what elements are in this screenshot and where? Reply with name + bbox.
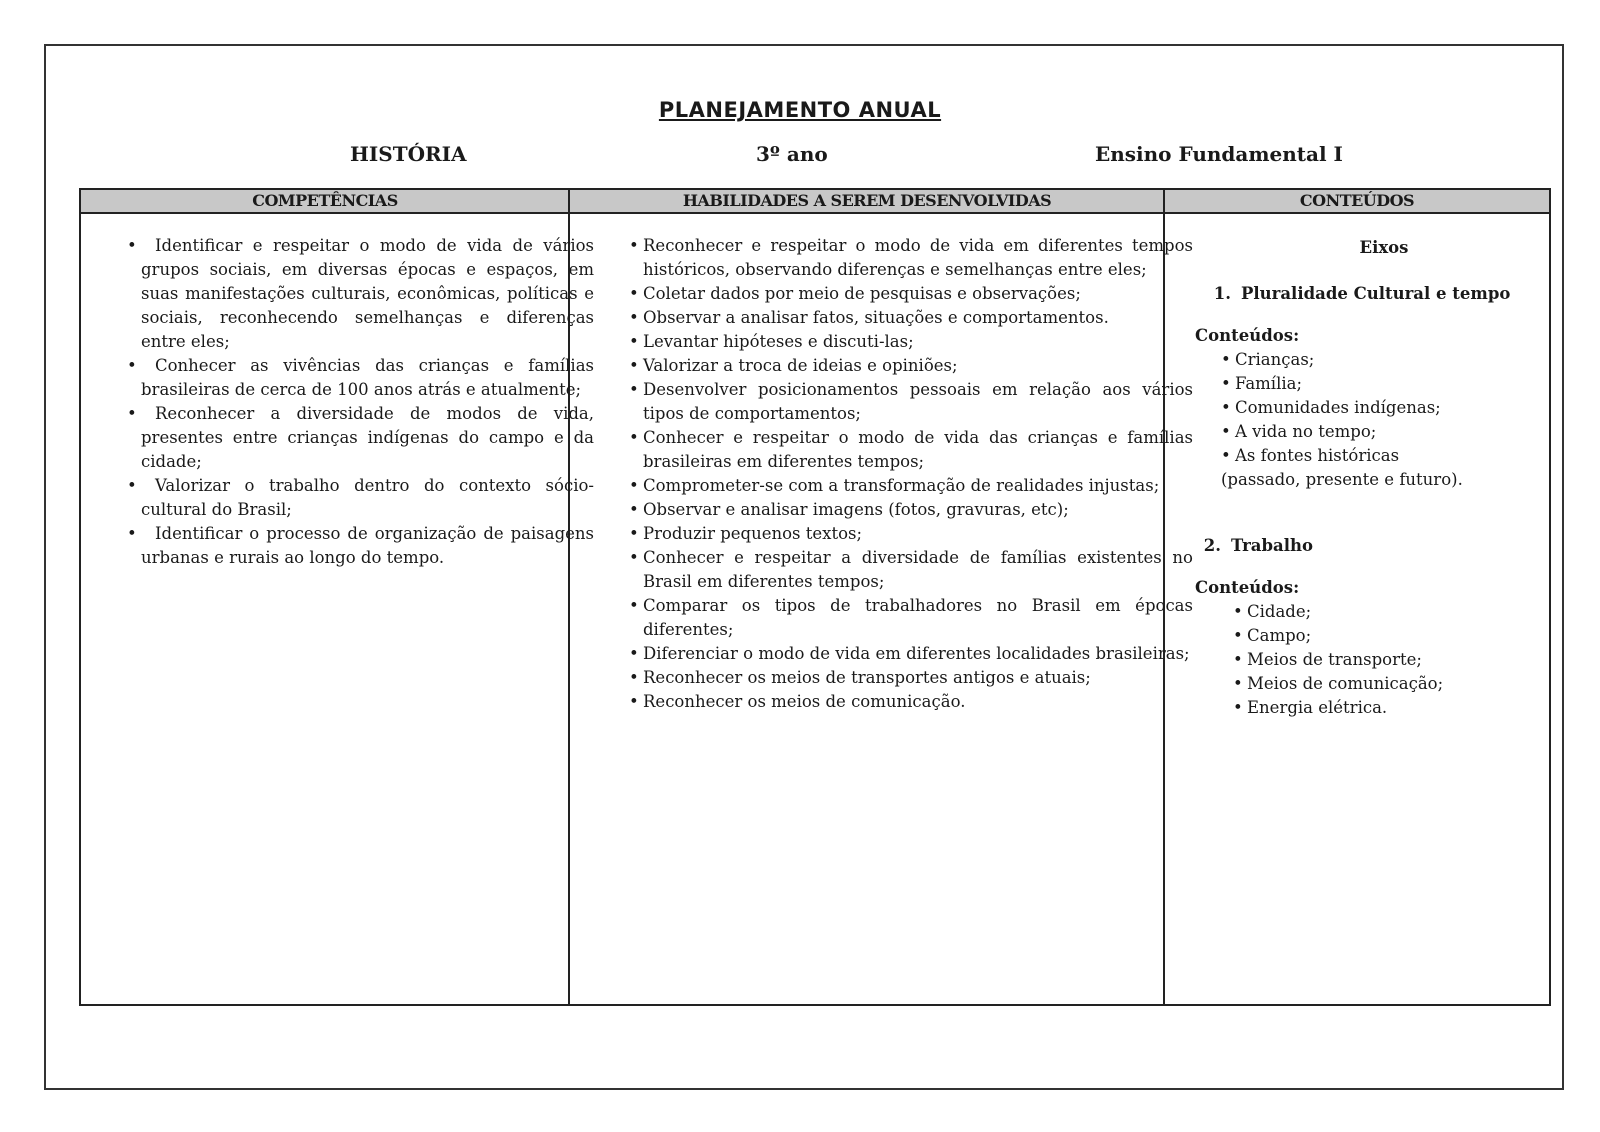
document-title: PLANEJAMENTO ANUAL	[658, 98, 942, 122]
list-item: • Reconhecer a diversidade de modos de vida, presentes entre crianças indígenas do campo e da cidade;	[127, 404, 594, 471]
subject-label: HISTÓRIA	[350, 142, 467, 166]
fontes-note: (passado, presente e futuro).	[1221, 470, 1463, 489]
list-item: • Observar e analisar imagens (fotos, gravuras, etc);	[629, 498, 1193, 522]
bullet-icon: •	[629, 380, 639, 399]
list-item: • Energia elétrica.	[1233, 696, 1539, 720]
bullet-icon: •	[127, 404, 137, 423]
bullet-icon: •	[1233, 602, 1243, 621]
list-item: • Comunidades indígenas;	[1221, 396, 1539, 420]
list-item: • Reconhecer e respeitar o modo de vida em diferentes tempos históricos, observando diferenças e semelhanças entre eles;	[629, 236, 1193, 279]
bullet-icon: •	[127, 476, 137, 495]
bullet-icon: •	[127, 236, 137, 255]
bullet-icon: •	[629, 500, 639, 519]
bullet-icon: •	[629, 236, 639, 255]
list-item: • Desenvolver posicionamentos pessoais em relação aos vários tipos de comportamentos;	[629, 380, 1193, 423]
conteudos-label: Conteúdos:	[1195, 326, 1300, 345]
list-item: • A vida no tempo;	[1221, 420, 1539, 444]
grade-label: 3º ano	[756, 142, 828, 166]
header-habilidades: HABILIDADES A SEREM DESENVOLVIDAS	[569, 190, 1165, 214]
bullet-icon: •	[629, 332, 639, 351]
list-item: • As fontes históricas	[1221, 444, 1539, 468]
list-item: • Campo;	[1233, 624, 1539, 648]
list-item: • Conhecer as vivências das crianças e famílias brasileiras de cerca de 100 anos atrás e atualmente;	[127, 356, 594, 399]
bullet-icon: •	[1221, 350, 1231, 369]
list-item: • Família;	[1221, 372, 1539, 396]
planning-table	[79, 188, 1551, 1006]
school-level-label: Ensino Fundamental I	[1095, 142, 1343, 166]
bullet-icon: •	[629, 596, 639, 615]
bullet-icon: •	[629, 476, 639, 495]
conteudos-label: Conteúdos:	[1195, 578, 1300, 597]
bullet-icon: •	[1233, 698, 1243, 717]
header-conteudos: CONTEÚDOS	[1165, 190, 1549, 214]
list-item: • Observar a analisar fatos, situações e comportamentos.	[629, 306, 1193, 330]
bullet-icon: •	[629, 644, 639, 663]
competencias-column	[127, 234, 594, 570]
bullet-icon: •	[629, 692, 639, 711]
list-item: • Comparar os tipos de trabalhadores no Brasil em épocas diferentes;	[629, 596, 1193, 639]
bullet-icon: •	[629, 428, 639, 447]
list-item: • Reconhecer os meios de comunicação.	[629, 690, 1193, 714]
bullet-icon: •	[1233, 674, 1243, 693]
list-item: • Valorizar o trabalho dentro do contexto sócio-cultural do Brasil;	[127, 476, 594, 519]
habilidades-column	[629, 234, 1193, 714]
axis-title: 2. Trabalho	[1203, 536, 1313, 555]
bullet-icon: •	[1221, 422, 1231, 441]
header-competencias: COMPETÊNCIAS	[81, 190, 569, 214]
eixos-heading: Eixos	[1359, 238, 1409, 257]
bullet-icon: •	[629, 524, 639, 543]
list-item: • Identificar o processo de organização de paisagens urbanas e rurais ao longo do tempo.	[127, 524, 594, 567]
list-item: • Reconhecer os meios de transportes antigos e atuais;	[629, 666, 1193, 690]
list-item: • Identificar e respeitar o modo de vida de vários grupos sociais, em diversas épocas e espaços, em suas manifestações culturais, econômicas, políticas e sociais, reconhecendo semelhanças e diferenças entre eles;	[127, 236, 594, 351]
list-item: • Meios de comunicação;	[1233, 672, 1539, 696]
list-item: • Diferenciar o modo de vida em diferentes localidades brasileiras;	[629, 642, 1193, 666]
axis-title: 1. Pluralidade Cultural e tempo	[1213, 284, 1511, 303]
bullet-icon: •	[629, 308, 639, 327]
list-item: • Cidade;	[1233, 600, 1539, 624]
bullet-icon: •	[1221, 446, 1231, 465]
list-item: • Crianças;	[1221, 348, 1539, 372]
list-item: • Conhecer e respeitar a diversidade de famílias existentes no Brasil em diferentes tempos;	[629, 548, 1193, 591]
bullet-icon: •	[629, 668, 639, 687]
list-item: • Coletar dados por meio de pesquisas e observações;	[629, 282, 1193, 306]
list-item: • Conhecer e respeitar o modo de vida das crianças e famílias brasileiras em diferentes tempos;	[629, 428, 1193, 471]
bullet-icon: •	[1233, 626, 1243, 645]
list-item: • Valorizar a troca de ideias e opiniões;	[629, 354, 1193, 378]
bullet-icon: •	[127, 356, 137, 375]
bullet-icon: •	[629, 548, 639, 567]
list-item: • Comprometer-se com a transformação de realidades injustas;	[629, 474, 1193, 498]
conteudos-column	[1195, 234, 1539, 720]
bullet-icon: •	[127, 524, 137, 543]
list-item: • Meios de transporte;	[1233, 648, 1539, 672]
bullet-icon: •	[1221, 374, 1231, 393]
bullet-icon: •	[1233, 650, 1243, 669]
bullet-icon: •	[629, 284, 639, 303]
bullet-icon: •	[629, 356, 639, 375]
list-item: • Levantar hipóteses e discuti-las;	[629, 330, 1193, 354]
bullet-icon: •	[1221, 398, 1231, 417]
list-item: • Produzir pequenos textos;	[629, 522, 1193, 546]
